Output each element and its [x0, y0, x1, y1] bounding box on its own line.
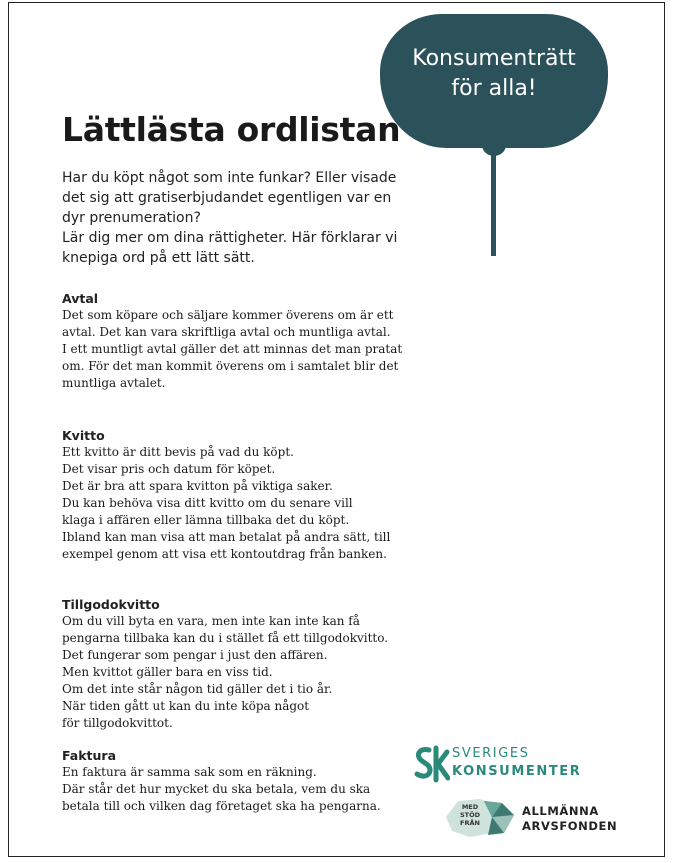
term-heading: Avtal	[62, 291, 99, 306]
term-line: Det visar pris och datum för köpet.	[62, 462, 276, 476]
sk-logo-line-1: SVERIGES	[452, 746, 530, 761]
page-title: Lättlästa ordlistan	[62, 110, 401, 149]
term-line: Om det inte står någon tid gäller det i tio år.	[62, 682, 333, 696]
term-line: betala till och vilken dag företaget ska ha pengarna.	[62, 799, 381, 813]
term-line: I ett muntligt avtal gäller det att minnas det man pratat	[62, 342, 403, 356]
sk-mark-icon	[414, 744, 450, 784]
arvsfonden-small-text	[452, 803, 488, 827]
term-line: Du kan behöva visa ditt kvitto om du senare vill	[62, 496, 353, 510]
allmanna-arvsfonden-logo	[444, 795, 618, 839]
term-line: om. För det man kommit överens om i samtalet blir det	[62, 359, 399, 373]
term-line: Ett kvitto är ditt bevis på vad du köpt.	[62, 445, 294, 459]
sk-logo-line-2: KONSUMENTER	[452, 764, 582, 779]
term-line: klaga i affären eller lämna tillbaka det du köpt.	[62, 513, 350, 527]
arvsfonden-line-1: ALLMÄNNA	[522, 804, 599, 818]
term-kvitto	[62, 428, 392, 563]
term-line: Men kvittot gäller bara en viss tid.	[62, 665, 273, 679]
term-avtal	[62, 291, 403, 392]
term-heading: Faktura	[62, 748, 117, 763]
speech-bubble	[380, 14, 608, 256]
intro-text	[62, 168, 402, 268]
bubble-line-1: Konsumenträtt	[412, 46, 576, 71]
intro-paragraph-1: Har du köpt något som inte funkar? Eller visade det sig att gratiserbjudandet egentligen var en dyr prenumeration?	[62, 170, 397, 226]
bubble-line-2: för alla!	[451, 76, 537, 101]
arvsfonden-small-line-2: STÖD	[459, 811, 481, 819]
intro-paragraph-2: Lär dig mer om dina rättigheter. Här förklarar vi knepiga ord på ett lätt sätt.	[62, 230, 398, 266]
term-line: avtal. Det kan vara skriftliga avtal och muntliga avtal.	[62, 325, 391, 339]
speech-bubble-text	[380, 44, 608, 104]
term-line: Om du vill byta en vara, men inte kan inte kan få	[62, 614, 360, 628]
sveriges-konsumenter-logo	[414, 744, 614, 784]
term-line: muntliga avtalet.	[62, 376, 166, 390]
term-line: Det är bra att spara kvitton på viktiga saker.	[62, 479, 333, 493]
term-line: Ibland kan man visa att man betalat på andra sätt, till	[62, 530, 391, 544]
arvsfonden-line-2: ARVSFONDEN	[522, 819, 618, 833]
term-line: för tillgodokvittot.	[62, 716, 173, 730]
term-line: Det som köpare och säljare kommer överens om är ett	[62, 308, 394, 322]
speech-bubble-stem	[491, 140, 496, 256]
term-line: Där står det hur mycket du ska betala, vem du ska	[62, 782, 371, 796]
term-heading: Tillgodokvitto	[62, 597, 160, 612]
term-line: exempel genom att visa ett kontoutdrag från banken.	[62, 547, 387, 561]
arvsfonden-small-line-1: MED	[461, 803, 479, 811]
term-line: Det fungerar som pengar i just den affären.	[62, 648, 328, 662]
term-heading: Kvitto	[62, 428, 105, 443]
term-tillgodokvitto	[62, 597, 392, 732]
term-line: En faktura är samma sak som en räkning.	[62, 765, 317, 779]
term-line: När tiden gått ut kan du inte köpa något	[62, 699, 310, 713]
arvsfonden-small-line-3: FRÅN	[460, 819, 480, 827]
term-faktura	[62, 748, 392, 815]
term-line: pengarna tillbaka kan du i stället få ett tillgodokvitto.	[62, 631, 389, 645]
